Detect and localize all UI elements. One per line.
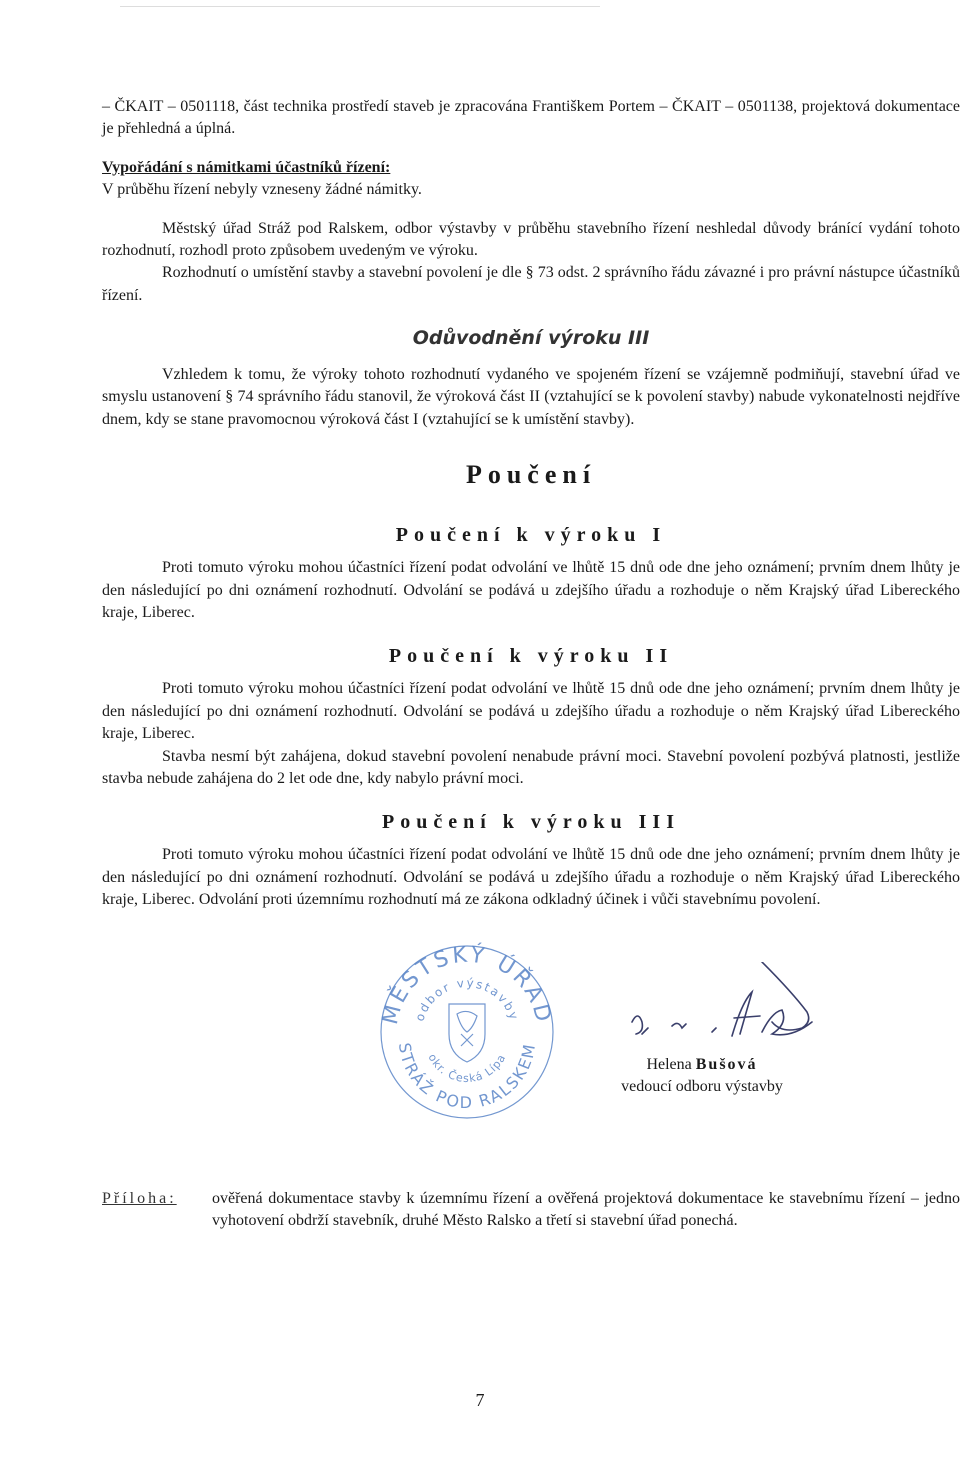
attachment-row bbox=[102, 1188, 960, 1233]
objections-heading: Vypořádání s námitkami účastníků řízení: bbox=[102, 158, 391, 176]
instruction-heading-1: Poučení k výroku I bbox=[395, 524, 667, 547]
instruction-heading: Poučení bbox=[465, 459, 597, 489]
objections-text: V průběhu řízení nebyly vzneseny žádné námitky. bbox=[102, 181, 422, 199]
stamp-outer-text: MĚSTSKÝ ÚŘAD bbox=[378, 942, 556, 1027]
signature-block bbox=[102, 942, 960, 1142]
page-number: 7 bbox=[475, 1390, 485, 1410]
scan-edge-line bbox=[120, 6, 600, 7]
instruction-extra-2: Stavba nesmí být zahájena, dokud stavební povolení nenabude právní moci. Stavební povolení pozbývá platnosti, jestliže stavba nebude zahájena do 2 let ode dne, kdy nabylo právní moci. bbox=[102, 747, 960, 788]
signer-info bbox=[592, 1054, 812, 1099]
svg-text:odbor výstavby bbox=[412, 975, 521, 1022]
stamp-inner-text: odbor výstavby bbox=[412, 975, 522, 1023]
reasoning-heading: Odůvodnění výroku III bbox=[412, 327, 650, 350]
signer-last-name: Bušová bbox=[695, 1055, 758, 1073]
reasoning-text: Vzhledem k tomu, že výroky tohoto rozhodnutí vydaného ve spojeném řízení se vzájemně podmiňují, stavební úřad ve smyslu ustanovení § 74 správního řádu stanovil, že výroková část II (vztahující se k povolení stavby) nabude vykonatelnosti nejdříve dnem, kdy se stane pravomocnou výroková část I (vztahující se k umístění stavby). bbox=[102, 365, 960, 428]
attachment-text: ověřená dokumentace stavby k územnímu řízení a ověřená projektová dokumentace ke stavebnímu řízení – jedno vyhotovení obdrží stavebník, druhé Město Ralsko a třetí si stavební úřad ponechá. bbox=[212, 1189, 960, 1229]
official-stamp-icon bbox=[377, 942, 557, 1122]
instruction-text-3: Proti tomuto výroku mohou účastníci řízení podat odvolání ve lhůtě 15 dnů ode dne jeho oznámení; prvním dnem lhůty je den následující po dni oznámení rozhodnutí. Odvolání se podává u zdejšího úřadu a rozhoduje o něm Krajský úřad Libereckého kraje, Liberec. Odvolání proti územnímu rozhodnutí má ze zákona odkladný účinek i vůči stavebnímu povolení. bbox=[102, 846, 960, 909]
document-page bbox=[102, 96, 960, 1232]
decision-paragraph: Rozhodnutí o umístění stavby a stavební povolení je dle § 73 odst. 2 správního řádu závazné i pro právní nástupce účastníků řízení. bbox=[102, 264, 960, 304]
stamp-district-text: okr. Česká Lípa bbox=[425, 1051, 509, 1085]
office-paragraph: Městský úřad Stráž pod Ralskem, odbor výstavby v průběhu stavebního řízení neshledal důvody bránící vydání tohoto rozhodnutí, rozhodl proto způsobem uvedeným ve výroku. bbox=[102, 219, 960, 259]
instruction-heading-2: Poučení k výroku II bbox=[388, 645, 674, 668]
signer-first-name: Helena bbox=[646, 1055, 692, 1073]
instruction-heading-3: Poučení k výroku III bbox=[381, 811, 680, 834]
instruction-text-1: Proti tomuto výroku mohou účastníci řízení podat odvolání ve lhůtě 15 dnů ode dne jeho oznámení; prvním dnem lhůty je den následující po dni oznámení rozhodnutí. Odvolání se podává u zdejšího úřadu a rozhoduje o něm Krajský úřad Libereckého kraje, Liberec. bbox=[102, 559, 960, 622]
designer-paragraph: – ČKAIT – 0501118, část technika prostředí staveb je zpracována Františkem Portem – ČKAIT – 0501138, projektová dokumentace je přehledná a úplná. bbox=[102, 98, 960, 138]
instruction-text-2: Proti tomuto výroku mohou účastníci řízení podat odvolání ve lhůtě 15 dnů ode dne jeho oznámení; prvním dnem lhůty je den následující po dni oznámení rozhodnutí. Odvolání se podává u zdejšího úřadu a rozhoduje o něm Krajský úřad Libereckého kraje, Liberec. bbox=[102, 680, 960, 743]
stamp-bottom-text: STRÁŽ POD RALSKEM bbox=[394, 1040, 540, 1112]
signer-name bbox=[592, 1054, 812, 1076]
signer-role: vedoucí odboru výstavby bbox=[621, 1077, 783, 1095]
attachment-label: Příloha: bbox=[102, 1189, 177, 1207]
svg-text:okr. Česká Lípa bbox=[425, 1051, 508, 1084]
